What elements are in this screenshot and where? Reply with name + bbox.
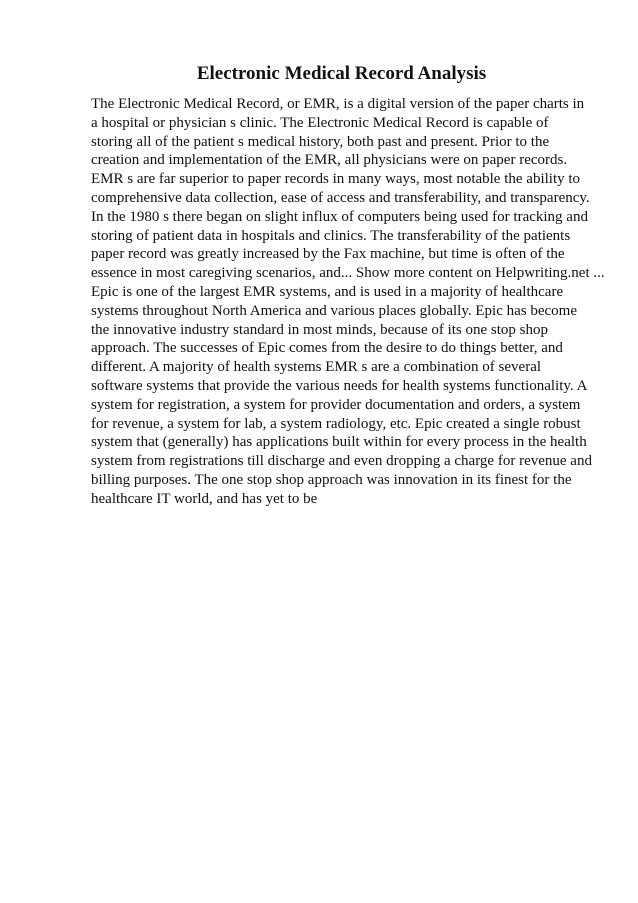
text-line: storing of patient data in hospitals and clinics. The transferability of the patients (91, 227, 571, 244)
text-line: comprehensive data collection, ease of access and transferability, and transparency. (91, 189, 590, 206)
text-line: healthcare IT world, and has yet to be (91, 490, 318, 507)
text-line: the innovative industry standard in most minds, because of its one stop shop (91, 321, 549, 338)
text-line: paper record was greatly increased by the Fax machine, but time is often of the (91, 246, 565, 263)
text-line: storing all of the patient s medical history, both past and present. Prior to the (91, 133, 550, 150)
text-line: creation and implementation of the EMR, all physicians were on paper records. (91, 152, 568, 169)
text-line: software systems that provide the various needs for health systems functionality. A (91, 377, 588, 394)
text-line: system from registrations till discharge and even dropping a charge for revenue and (91, 453, 592, 470)
body-paragraph (91, 95, 611, 509)
text-line: approach. The successes of Epic comes from the desire to do things better, and (91, 340, 563, 357)
text-line: Epic is one of the largest EMR systems, and is used in a majority of healthcare (91, 283, 564, 300)
text-line: EMR s are far superior to paper records in many ways, most notable the ability to (91, 171, 581, 188)
text-line: system for registration, a system for provider documentation and orders, a system (91, 396, 581, 413)
text-line: a hospital or physician s clinic. The Electronic Medical Record is capable of (91, 114, 549, 131)
text-line: essence in most caregiving scenarios, and... Show more content on Helpwriting.net ... (91, 265, 605, 282)
document-title: Electronic Medical Record Analysis (196, 63, 487, 84)
text-line: for revenue, a system for lab, a system radiology, etc. Epic created a single robust (91, 415, 581, 432)
text-line: systems throughout North America and various places globally. Epic has become (91, 302, 577, 319)
text-line: different. A majority of health systems EMR s are a combination of several (91, 359, 542, 376)
text-line: system that (generally) has applications built within for every process in the health (91, 434, 587, 451)
text-line: The Electronic Medical Record, or EMR, is a digital version of the paper charts in (91, 96, 585, 112)
text-line: billing purposes. The one stop shop approach was innovation in its finest for the (91, 471, 572, 488)
text-line: In the 1980 s there began on slight influx of computers being used for tracking and (91, 208, 588, 225)
